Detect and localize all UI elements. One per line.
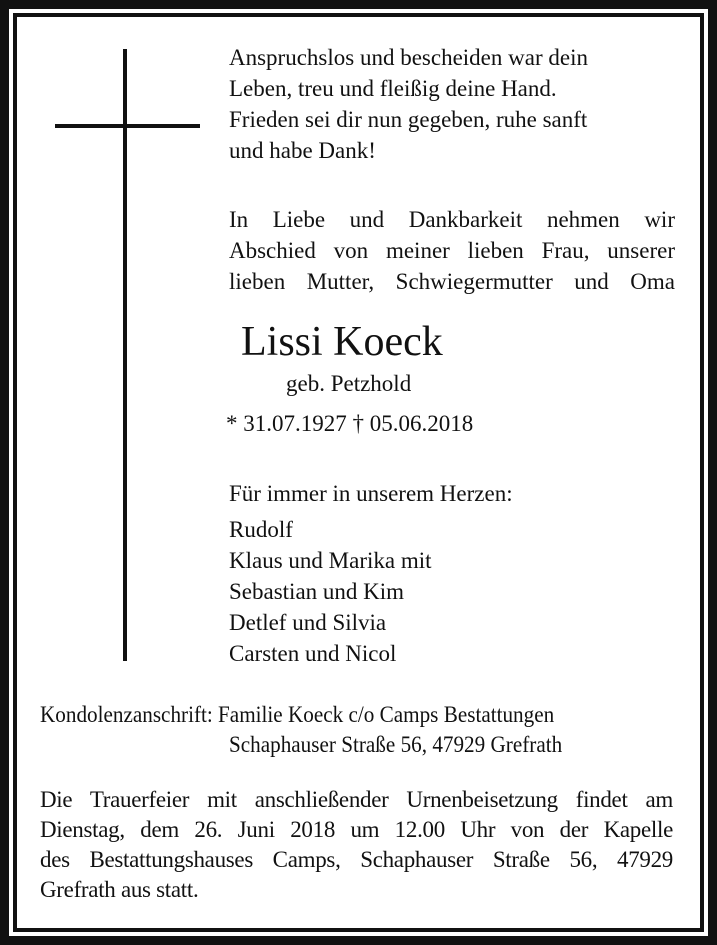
verse-line: Leben, treu und fleißig deine Hand. bbox=[229, 76, 557, 101]
ceremony-line: Grefrath aus statt. bbox=[40, 877, 199, 902]
life-dates: * 31.07.1927 † 05.06.2018 bbox=[226, 411, 474, 436]
mourner-name: Detlef und Silvia bbox=[229, 610, 387, 635]
mourners-heading: Für immer in unserem Herzen: bbox=[229, 481, 513, 506]
ceremony-line: des Bestattungshauses Camps, Schaphauser Straße 56, 47929 bbox=[40, 847, 673, 872]
intro-text bbox=[229, 204, 675, 297]
cross-vertical-bar bbox=[123, 49, 127, 661]
condolence-address-line: Kondolenzanschrift: Familie Koeck c/o Camps Bestattungen bbox=[40, 702, 555, 727]
mourner-name: Sebastian und Kim bbox=[229, 579, 405, 604]
verse-line: und habe Dank! bbox=[229, 138, 376, 163]
verse-line: Anspruchslos und bescheiden war dein bbox=[229, 45, 588, 70]
mourner-name: Rudolf bbox=[229, 517, 293, 542]
ceremony-notice bbox=[40, 785, 673, 905]
intro-line: Abschied von meiner lieben Frau, unserer bbox=[229, 238, 675, 263]
condolence-street: Schaphauser Straße 56, 47929 Grefrath bbox=[229, 732, 563, 757]
ceremony-line: Die Trauerfeier mit anschließender Urnenbeisetzung findet am bbox=[40, 787, 673, 812]
intro-line: In Liebe und Dankbarkeit nehmen wir bbox=[229, 207, 675, 232]
verse bbox=[229, 42, 588, 166]
verse-line: Frieden sei dir nun gegeben, ruhe sanft bbox=[229, 107, 588, 132]
mourner-name: Klaus und Marika mit bbox=[229, 548, 432, 573]
cross-horizontal-bar bbox=[55, 124, 200, 128]
mourner-name: Carsten und Nicol bbox=[229, 641, 397, 666]
ceremony-line: Dienstag, dem 26. Juni 2018 um 12.00 Uhr von der Kapelle bbox=[40, 817, 673, 842]
intro-line: lieben Mutter, Schwiegermutter und Oma bbox=[229, 269, 675, 294]
maiden-name: geb. Petzhold bbox=[286, 371, 412, 396]
deceased-name: Lissi Koeck bbox=[241, 319, 443, 365]
mourners-list bbox=[229, 514, 432, 669]
